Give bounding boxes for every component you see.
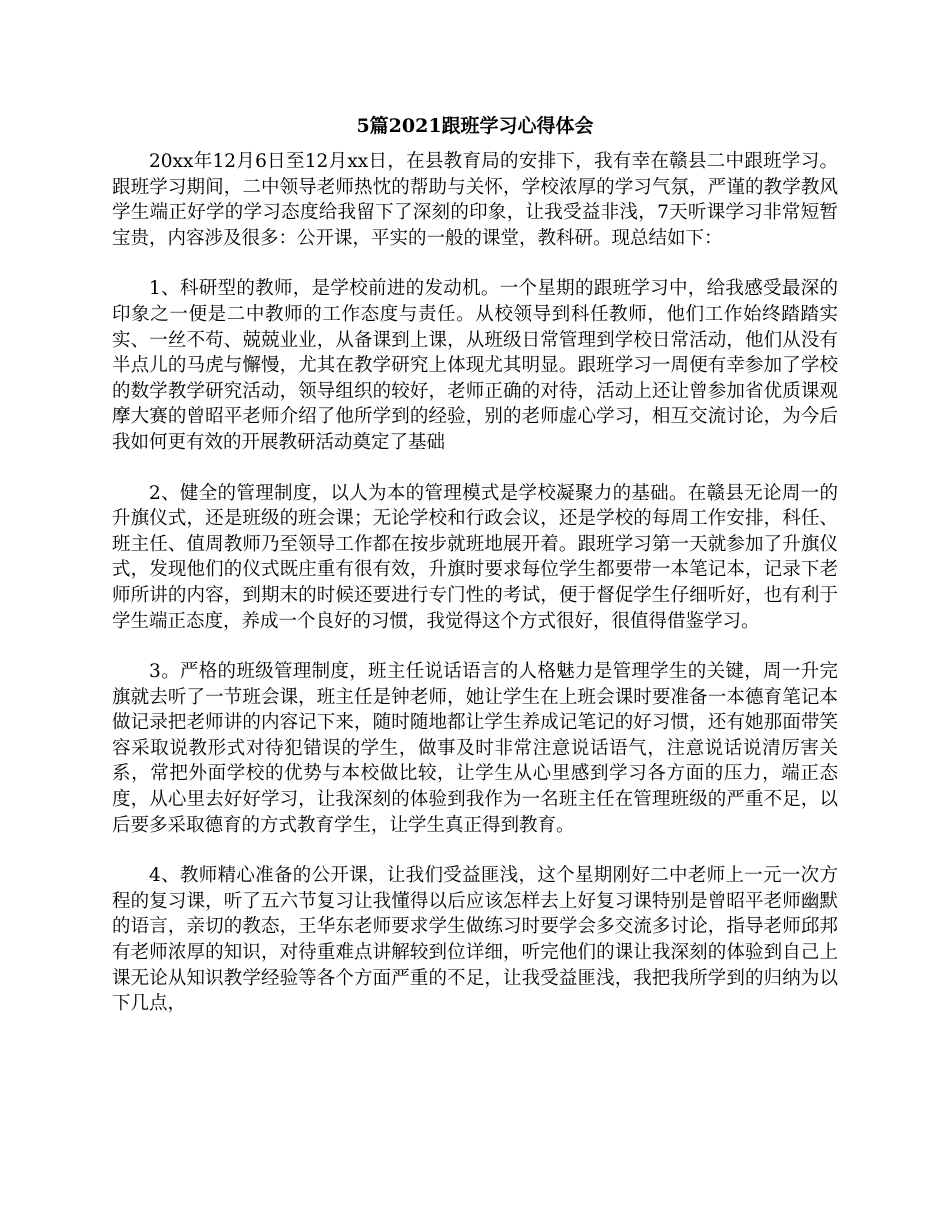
paragraph-2: 2、健全的管理制度，以人为本的管理模式是学校凝聚力的基础。在赣县无论周一的升旗仪式，还是班级的班会课；无论学校和行政会议，还是学校的每周工作安排，科任、班主任、值周教师乃至领导工作都在按步就班地展开着。跟班学习第一天就参加了升旗仪式，发现他们的仪式既庄重有很有效，升旗时要求每位学生都要带一本笔记本，记录下老师所讲的内容，到期末的时候还要进行专门性的考试，便于督促学生仔细听好，也有利于学生端正态度，养成一个良好的习惯，我觉得这个方式很好，很值得借鉴学习。	[112, 482, 838, 632]
paragraph-3: 3。严格的班级管理制度，班主任说话语言的人格魅力是管理学生的关键，周一升完旗就去听了一节班会课，班主任是钟老师，她让学生在上班会课时要准备一本德育笔记本做记录把老师讲的内容记下来，随时随地都让学生养成记笔记的好习惯，还有她那面带笑容采取说教形式对待犯错误的学生，做事及时非常注意说话语气，注意说话说清厉害关系，常把外面学校的优势与本校做比较，让学生从心里感到学习各方面的压力，端正态度，从心里去好好学习，让我深刻的体验到我作为一名班主任在管理班级的严重不足，以后要多采取德育的方式教育学生，让学生真正得到教育。	[112, 661, 838, 836]
document-title: 5篇2021跟班学习心得体会	[356, 115, 594, 137]
paragraph-intro: 20xx年12月6日至12月xx日，在县教育局的安排下，我有幸在赣县二中跟班学习。跟班学习期间，二中领导老师热忱的帮助与关怀，学校浓厚的学习气氛，严谨的教学教风学生端正好学的学习态度给我留下了深刻的印象，让我受益非浅，7天听课学习非常短暂宝贵，内容涉及很多：公开课，平实的一般的课堂，教科研。现总结如下：	[112, 151, 838, 249]
paragraph-4: 4、教师精心准备的公开课，让我们受益匪浅，这个星期刚好二中老师上一元一次方程的复习课，听了五六节复习让我懂得以后应该怎样去上好复习课特别是曾昭平老师幽默的语言，亲切的教态，王华东老师要求学生做练习时要学会多交流多讨论，指导老师邱邦有老师浓厚的知识，对待重难点讲解较到位详细，听完他们的课让我深刻的体验到自己上课无论从知识教学经验等各个方面严重的不足，让我受益匪浅，我把我所学到的归纳为以下几点，	[112, 865, 838, 1015]
document-page	[112, 112, 838, 1042]
paragraph-1: 1、科研型的教师，是学校前进的发动机。一个星期的跟班学习中，给我感受最深的印象之一便是二中教师的工作态度与责任。从校领导到科任教师，他们工作始终踏踏实实、一丝不苟、兢兢业业，从备课到上课，从班级日常管理到学校日常活动，他们从没有半点儿的马虎与懈慢，尤其在教学研究上体现尤其明显。跟班学习一周便有幸参加了学校的数学教学研究活动，领导组织的较好，老师正确的对待，活动上还让曾参加省优质课观摩大赛的曾昭平老师介绍了他所学到的经验，别的老师虚心学习，相互交流讨论，为今后我如何更有效的开展教研活动奠定了基础	[112, 278, 838, 453]
